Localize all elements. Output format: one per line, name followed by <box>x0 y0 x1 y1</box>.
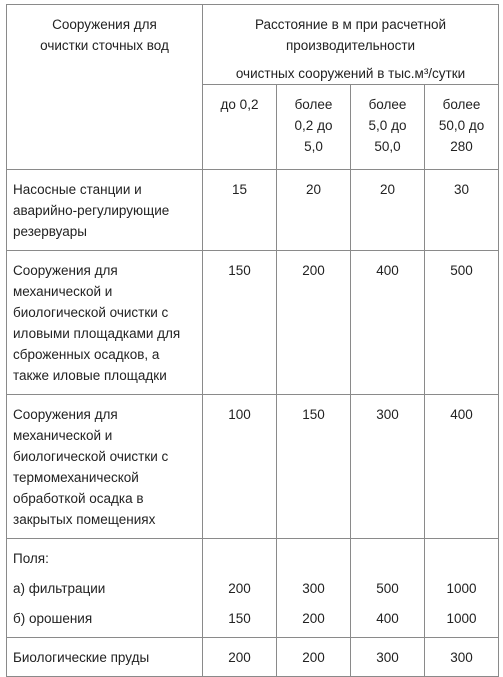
cell-value: 500 <box>425 251 499 395</box>
cell-value: 400 <box>351 251 425 395</box>
header-distance-group: Расстояние в м при расчетной производительности очистных сооружений в тыс.м³/сутки <box>203 5 499 85</box>
cell-value-pair: 200 150 <box>203 539 277 638</box>
cell-value-pair: 500 400 <box>351 539 425 638</box>
cell-value-pair: 1000 1000 <box>425 539 499 638</box>
cell-value: 150 <box>277 395 351 539</box>
cell-value: 30 <box>425 170 499 251</box>
header-facilities: Сооружения для очистки сточных вод <box>7 5 203 170</box>
row-label: Насосные станции и аварийно-регулирующие резервуары <box>7 170 203 251</box>
row-label: Сооружения для механической и биологической очистки с термомеханической обработкой осадка в закрытых помещениях <box>7 395 203 539</box>
header-col-upto-0-2: до 0,2 <box>203 85 277 170</box>
cell-value: 300 <box>351 638 425 677</box>
header-col-0-2-to-5: более 0,2 до 5,0 <box>277 85 351 170</box>
cell-value: 300 <box>351 395 425 539</box>
cell-value: 150 <box>203 251 277 395</box>
header-row-1 <box>7 5 499 85</box>
cell-value: 200 <box>203 638 277 677</box>
cell-value: 300 <box>425 638 499 677</box>
row-label: Сооружения для механической и биологической очистки с иловыми площадками для сброженных осадков, а также иловые площадки <box>7 251 203 395</box>
cell-value: 20 <box>277 170 351 251</box>
cell-value: 15 <box>203 170 277 251</box>
table-row-fields <box>7 539 499 638</box>
row-label: Поля: а) фильтрации б) орошения <box>7 539 203 638</box>
cell-value: 100 <box>203 395 277 539</box>
cell-value: 400 <box>425 395 499 539</box>
table-row <box>7 638 499 677</box>
cell-value-pair: 300 200 <box>277 539 351 638</box>
table-row <box>7 170 499 251</box>
header-col-5-to-50: более 5,0 до 50,0 <box>351 85 425 170</box>
header-col-50-to-280: более 50,0 до 280 <box>425 85 499 170</box>
table-row <box>7 395 499 539</box>
row-label: Биологические пруды <box>7 638 203 677</box>
table-row <box>7 251 499 395</box>
distance-table <box>6 4 499 677</box>
cell-value: 20 <box>351 170 425 251</box>
cell-value: 200 <box>277 251 351 395</box>
cell-value: 200 <box>277 638 351 677</box>
